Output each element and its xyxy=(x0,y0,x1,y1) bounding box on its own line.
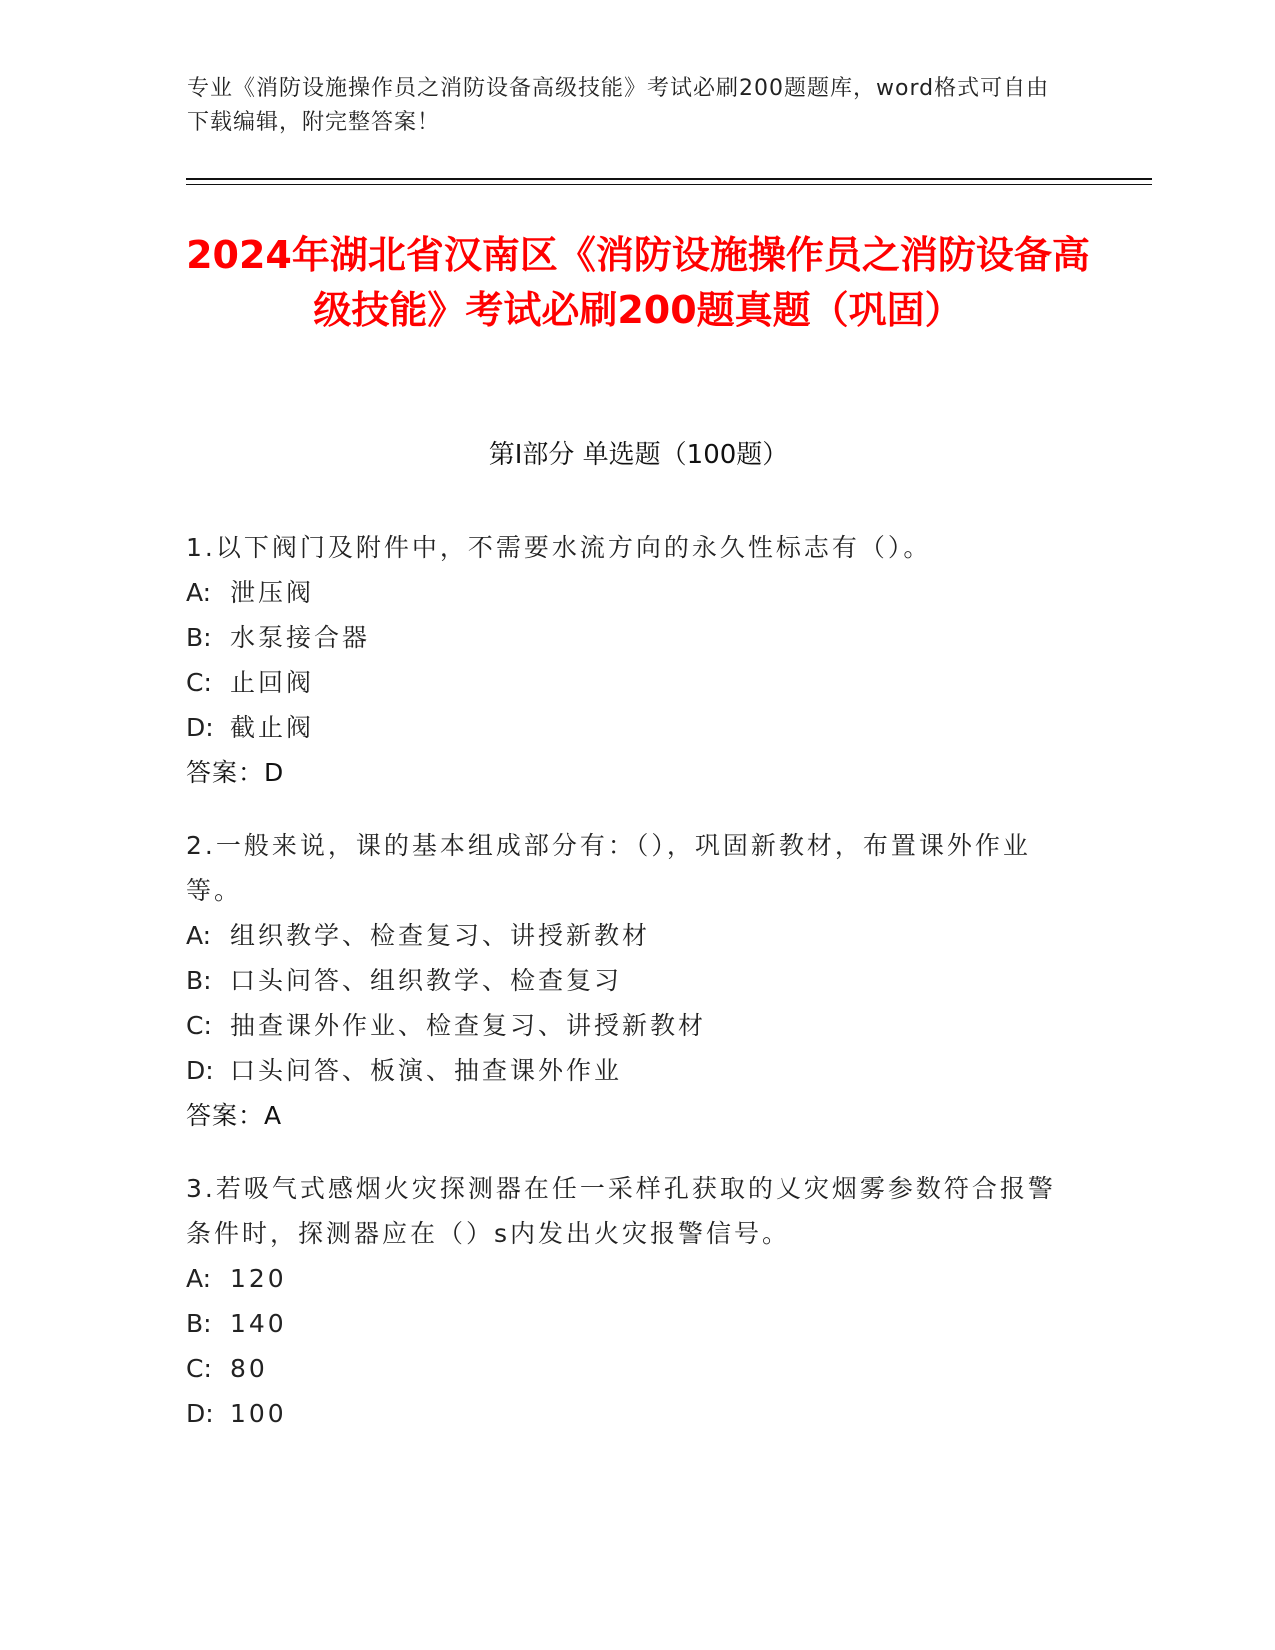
option-key: C: xyxy=(186,1354,212,1383)
option-text: 截止阀 xyxy=(230,713,315,742)
option-text: 口头问答、板演、抽查课外作业 xyxy=(230,1056,623,1085)
option-text: 120 xyxy=(230,1264,287,1293)
option-c xyxy=(186,1003,1066,1048)
option-key: D: xyxy=(186,1056,214,1085)
option-text: 泄压阀 xyxy=(230,578,315,607)
option-key: B: xyxy=(186,1309,212,1338)
header-rule-thin xyxy=(186,184,1152,185)
option-key: A: xyxy=(186,1264,212,1293)
option-text: 组织教学、检查复习、讲授新教材 xyxy=(230,921,651,950)
option-d xyxy=(186,1391,1066,1436)
option-c xyxy=(186,660,1066,705)
answer-line: 答案：D xyxy=(186,758,285,787)
question-list xyxy=(186,525,1066,1464)
option-b xyxy=(186,958,1066,1003)
option-key: A: xyxy=(186,578,212,607)
option-d xyxy=(186,1048,1066,1093)
option-text: 80 xyxy=(230,1354,268,1383)
option-d xyxy=(186,705,1066,750)
option-key: D: xyxy=(186,713,214,742)
option-c xyxy=(186,1346,1066,1391)
option-key: C: xyxy=(186,1011,212,1040)
header-rule-thick xyxy=(186,178,1152,180)
option-text: 水泵接合器 xyxy=(230,623,371,652)
answer-line: 答案：A xyxy=(186,1101,283,1130)
option-key: D: xyxy=(186,1399,214,1428)
question-3 xyxy=(186,1166,1066,1436)
option-a xyxy=(186,913,1066,958)
option-key: B: xyxy=(186,623,212,652)
option-a xyxy=(186,570,1066,615)
option-text: 口头问答、组织教学、检查复习 xyxy=(230,966,623,995)
question-stem: 2.一般来说，课的基本组成部分有：（），巩固新教材，布置课外作业等。 xyxy=(186,831,1031,905)
option-text: 100 xyxy=(230,1399,287,1428)
option-text: 止回阀 xyxy=(230,668,315,697)
question-2 xyxy=(186,823,1066,1138)
section-title: 第Ⅰ部分 单选题（100题） xyxy=(488,440,789,470)
option-text: 140 xyxy=(230,1309,287,1338)
option-key: C: xyxy=(186,668,212,697)
option-b xyxy=(186,615,1066,660)
option-key: A: xyxy=(186,921,212,950)
option-b xyxy=(186,1301,1066,1346)
question-1 xyxy=(186,525,1066,795)
header-note: 专业《消防设施操作员之消防设备高级技能》考试必刷200题题库，word格式可自由下载编辑，附完整答案！ xyxy=(187,76,1050,135)
question-stem: 3.若吸气式感烟火灾探测器在任一采样孔获取的乂灾烟雾参数符合报警条件时，探测器应在（）s内发出火灾报警信号。 xyxy=(186,1174,1056,1248)
option-text: 抽查课外作业、检查复习、讲授新教材 xyxy=(230,1011,707,1040)
document-title: 2024年湖北省汉南区《消防设施操作员之消防设备高级技能》考试必刷200题真题（巩固） xyxy=(186,233,1090,332)
option-a xyxy=(186,1256,1066,1301)
option-key: B: xyxy=(186,966,212,995)
question-stem: 1.以下阀门及附件中，不需要水流方向的永久性标志有（）。 xyxy=(186,533,932,562)
